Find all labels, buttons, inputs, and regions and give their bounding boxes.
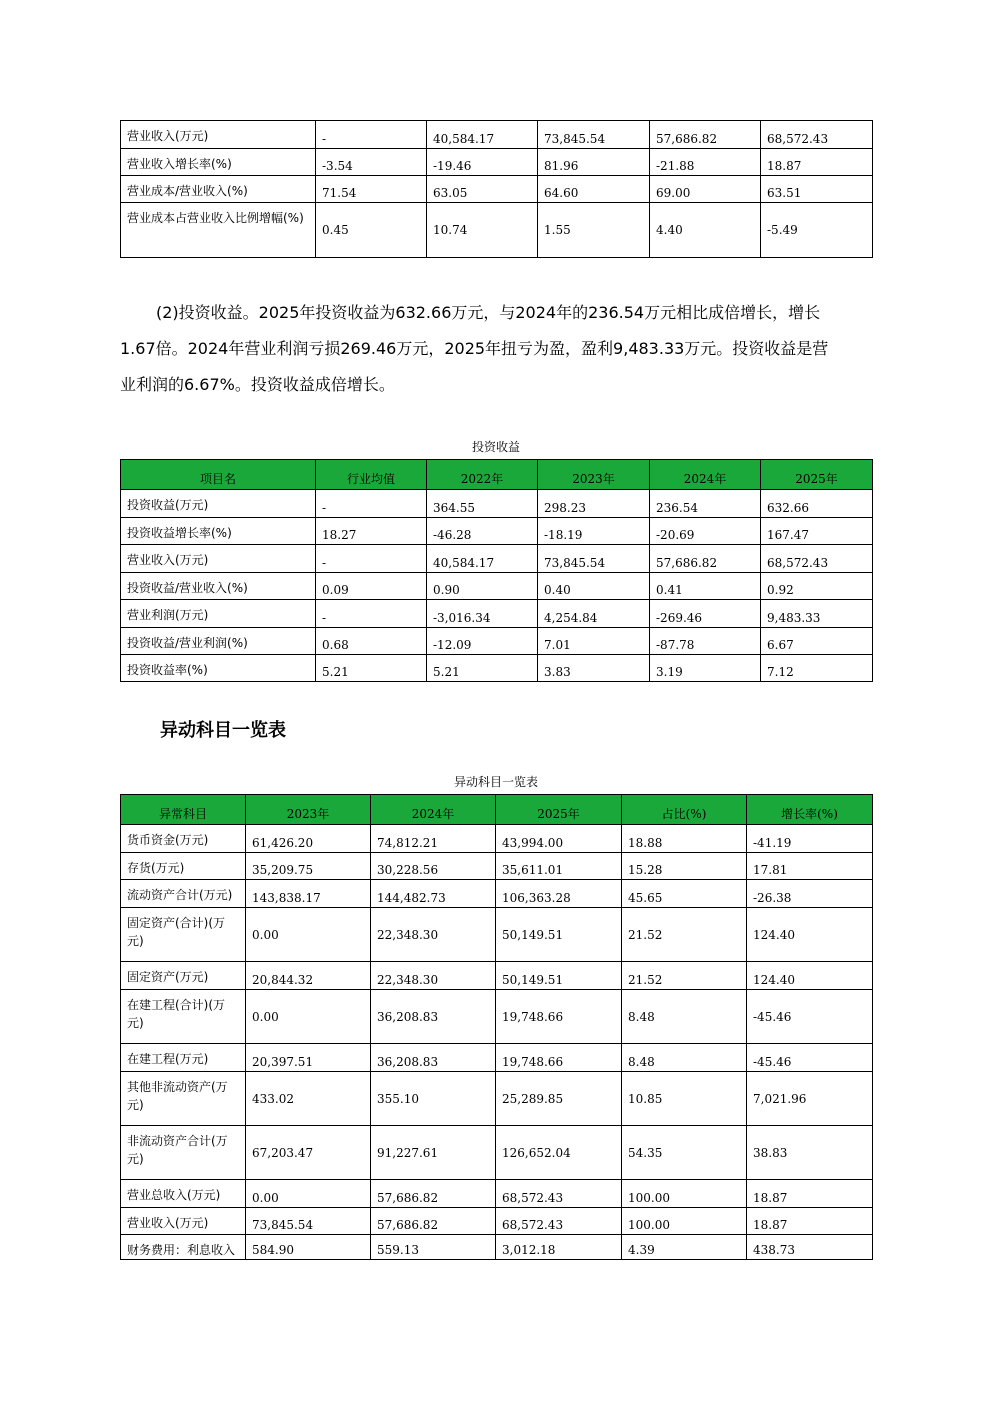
table-cell: 57,686.82	[650, 545, 761, 573]
table-cell: 68,572.43	[496, 1208, 622, 1235]
table-cell: 433.02	[246, 1072, 371, 1126]
table-row	[121, 149, 873, 176]
row-label: 投资收益率(%)	[121, 655, 316, 682]
table-row	[121, 545, 873, 573]
table-cell: 6.67	[761, 628, 873, 655]
table-cell: -3,016.34	[427, 600, 538, 628]
table-cell: 126,652.04	[496, 1126, 622, 1180]
column-header: 行业均值	[316, 460, 427, 490]
table-cell: 69.00	[650, 176, 761, 203]
table-cell: 15.28	[622, 853, 747, 880]
table-cell: 45.65	[622, 880, 747, 908]
table-row	[121, 121, 873, 149]
table-cell: -	[316, 121, 427, 149]
row-label: 营业收入增长率(%)	[121, 149, 316, 176]
column-header: 增长率(%)	[747, 795, 873, 825]
table-row	[121, 825, 873, 853]
table-cell: 1.55	[538, 203, 650, 258]
table-cell: 0.40	[538, 573, 650, 600]
paragraph-line: (2)投资收益。2025年投资收益为632.66万元，与2024年的236.54万元相比成倍增长，增长	[156, 303, 821, 322]
anomaly-table	[120, 794, 873, 1260]
column-header: 2023年	[538, 460, 650, 490]
row-label: 营业收入(万元)	[121, 1208, 246, 1235]
investment-table	[120, 459, 873, 682]
table-row	[121, 628, 873, 655]
table-cell: 63.51	[761, 176, 873, 203]
table-cell: 167.47	[761, 518, 873, 545]
table-cell: 40,584.17	[427, 121, 538, 149]
table-cell: 50,149.51	[496, 962, 622, 990]
table-row	[121, 1180, 873, 1208]
column-header: 2022年	[427, 460, 538, 490]
row-label: 在建工程(合计)(万元)	[121, 990, 246, 1044]
table-cell: 0.00	[246, 990, 371, 1044]
table-cell: 298.23	[538, 490, 650, 518]
table-row	[121, 880, 873, 908]
table-cell: -	[316, 600, 427, 628]
row-label: 非流动资产合计(万元)	[121, 1126, 246, 1180]
table-cell: 68,572.43	[496, 1180, 622, 1208]
table-cell: 18.27	[316, 518, 427, 545]
table-cell: -26.38	[747, 880, 873, 908]
table-cell: 68,572.43	[761, 121, 873, 149]
table-row	[121, 518, 873, 545]
table-cell: 4.40	[650, 203, 761, 258]
table-cell: 5.21	[316, 655, 427, 682]
table-cell: 18.87	[747, 1208, 873, 1235]
table-cell: 91,227.61	[371, 1126, 496, 1180]
table-row	[121, 176, 873, 203]
table-row	[121, 573, 873, 600]
table-cell: 19,748.66	[496, 1044, 622, 1072]
table-cell: 124.40	[747, 962, 873, 990]
table-cell: 364.55	[427, 490, 538, 518]
table-row	[121, 908, 873, 962]
table-cell: 73,845.54	[538, 545, 650, 573]
revenue-table	[120, 120, 873, 258]
table-cell: -	[316, 545, 427, 573]
table-cell: 30,228.56	[371, 853, 496, 880]
table-cell: 40,584.17	[427, 545, 538, 573]
table-cell: 35,611.01	[496, 853, 622, 880]
table-cell: 559.13	[371, 1235, 496, 1260]
table-caption: 投资收益	[471, 440, 520, 454]
table-cell: 100.00	[622, 1180, 747, 1208]
table-cell: 43,994.00	[496, 825, 622, 853]
paragraph-line: 1.67倍。2024年营业利润亏损269.46万元，2025年扭亏为盈，盈利9,483.33万元。投资收益是营	[120, 339, 829, 358]
table-cell: 7,021.96	[747, 1072, 873, 1126]
table-cell: 100.00	[622, 1208, 747, 1235]
table-cell: 22,348.30	[371, 962, 496, 990]
table-cell: -87.78	[650, 628, 761, 655]
table-cell: -12.09	[427, 628, 538, 655]
table-row	[121, 203, 873, 258]
table-cell: 18.87	[747, 1180, 873, 1208]
table-cell: -45.46	[747, 1044, 873, 1072]
table-cell: 9,483.33	[761, 600, 873, 628]
table-cell: 81.96	[538, 149, 650, 176]
table-cell: 18.88	[622, 825, 747, 853]
table-cell: -19.46	[427, 149, 538, 176]
table-cell: 61,426.20	[246, 825, 371, 853]
table-cell: 4,254.84	[538, 600, 650, 628]
table-cell: 73,845.54	[246, 1208, 371, 1235]
table-cell: 71.54	[316, 176, 427, 203]
section-heading: 异动科目一览表	[160, 720, 286, 741]
table-cell: 3,012.18	[496, 1235, 622, 1260]
table-cell: 143,838.17	[246, 880, 371, 908]
table-cell: -20.69	[650, 518, 761, 545]
table-cell: 21.52	[622, 908, 747, 962]
table-cell: 74,812.21	[371, 825, 496, 853]
row-label: 其他非流动资产(万元)	[121, 1072, 246, 1126]
table-cell: 4.39	[622, 1235, 747, 1260]
table-row	[121, 1072, 873, 1126]
table-cell: 632.66	[761, 490, 873, 518]
column-header: 2023年	[246, 795, 371, 825]
table-row	[121, 490, 873, 518]
table-header-row	[121, 460, 873, 490]
table-cell: 36,208.83	[371, 990, 496, 1044]
table-caption: 异动科目一览表	[453, 775, 538, 789]
table-header-row	[121, 795, 873, 825]
table-cell: -21.88	[650, 149, 761, 176]
table-cell: 20,397.51	[246, 1044, 371, 1072]
table-row	[121, 1208, 873, 1235]
row-label: 投资收益/营业利润(%)	[121, 628, 316, 655]
row-label: 在建工程(万元)	[121, 1044, 246, 1072]
table-cell: 10.74	[427, 203, 538, 258]
table-cell: 73,845.54	[538, 121, 650, 149]
table-cell: -41.19	[747, 825, 873, 853]
table-cell: 0.00	[246, 1180, 371, 1208]
column-header: 2024年	[371, 795, 496, 825]
column-header: 2024年	[650, 460, 761, 490]
column-header: 2025年	[496, 795, 622, 825]
table-cell: 438.73	[747, 1235, 873, 1260]
table-cell: 8.48	[622, 990, 747, 1044]
table-cell: 8.48	[622, 1044, 747, 1072]
table-cell: -18.19	[538, 518, 650, 545]
row-label: 营业成本/营业收入(%)	[121, 176, 316, 203]
column-header: 异常科目	[121, 795, 246, 825]
table-cell: 36,208.83	[371, 1044, 496, 1072]
table-cell: 144,482.73	[371, 880, 496, 908]
table-cell: 38.83	[747, 1126, 873, 1180]
row-label: 财务费用：利息收入	[121, 1235, 246, 1260]
row-label: 固定资产(万元)	[121, 962, 246, 990]
table-cell: 0.68	[316, 628, 427, 655]
table-cell: 0.92	[761, 573, 873, 600]
table-cell: 64.60	[538, 176, 650, 203]
table-cell: 63.05	[427, 176, 538, 203]
table-row	[121, 1044, 873, 1072]
table-cell: 7.01	[538, 628, 650, 655]
table-cell: 0.00	[246, 908, 371, 962]
row-label: 流动资产合计(万元)	[121, 880, 246, 908]
table-cell: 236.54	[650, 490, 761, 518]
investment-paragraph	[120, 295, 872, 403]
row-label: 投资收益/营业收入(%)	[121, 573, 316, 600]
table-cell: 18.87	[761, 149, 873, 176]
table-cell: 57,686.82	[371, 1180, 496, 1208]
column-header: 占比(%)	[622, 795, 747, 825]
table-cell: 355.10	[371, 1072, 496, 1126]
table-cell: 0.41	[650, 573, 761, 600]
row-label: 营业收入(万元)	[121, 545, 316, 573]
table-cell: 68,572.43	[761, 545, 873, 573]
column-header: 项目名	[121, 460, 316, 490]
table-cell: 57,686.82	[371, 1208, 496, 1235]
table-cell: 21.52	[622, 962, 747, 990]
table-cell: 7.12	[761, 655, 873, 682]
table-cell: 0.90	[427, 573, 538, 600]
row-label: 营业总收入(万元)	[121, 1180, 246, 1208]
table-row	[121, 655, 873, 682]
paragraph-line: 业利润的6.67%。投资收益成倍增长。	[120, 375, 395, 394]
table-cell: 50,149.51	[496, 908, 622, 962]
row-label: 营业利润(万元)	[121, 600, 316, 628]
table-cell: 19,748.66	[496, 990, 622, 1044]
table-cell: 35,209.75	[246, 853, 371, 880]
table-cell: 3.83	[538, 655, 650, 682]
table-cell: 67,203.47	[246, 1126, 371, 1180]
column-header: 2025年	[761, 460, 873, 490]
table-cell: 3.19	[650, 655, 761, 682]
table-row	[121, 990, 873, 1044]
row-label: 投资收益增长率(%)	[121, 518, 316, 545]
row-label: 存货(万元)	[121, 853, 246, 880]
table-cell: 10.85	[622, 1072, 747, 1126]
table-cell: -	[316, 490, 427, 518]
table-cell: 20,844.32	[246, 962, 371, 990]
table-cell: 22,348.30	[371, 908, 496, 962]
table-cell: 25,289.85	[496, 1072, 622, 1126]
table-cell: 106,363.28	[496, 880, 622, 908]
table-cell: 0.45	[316, 203, 427, 258]
row-label: 货币资金(万元)	[121, 825, 246, 853]
table-row	[121, 1235, 873, 1260]
table-cell: -45.46	[747, 990, 873, 1044]
table-cell: 57,686.82	[650, 121, 761, 149]
row-label: 营业成本占营业收入比例增幅(%)	[121, 203, 316, 258]
table-row	[121, 600, 873, 628]
table-cell: 584.90	[246, 1235, 371, 1260]
table-cell: 54.35	[622, 1126, 747, 1180]
table-cell: -46.28	[427, 518, 538, 545]
row-label: 营业收入(万元)	[121, 121, 316, 149]
table-row	[121, 1126, 873, 1180]
row-label: 固定资产(合计)(万元)	[121, 908, 246, 962]
table-cell: 0.09	[316, 573, 427, 600]
table-row	[121, 853, 873, 880]
table-cell: 17.81	[747, 853, 873, 880]
table-row	[121, 962, 873, 990]
table-cell: 5.21	[427, 655, 538, 682]
table-cell: 124.40	[747, 908, 873, 962]
table-cell: -3.54	[316, 149, 427, 176]
table-cell: -269.46	[650, 600, 761, 628]
table-cell: -5.49	[761, 203, 873, 258]
row-label: 投资收益(万元)	[121, 490, 316, 518]
